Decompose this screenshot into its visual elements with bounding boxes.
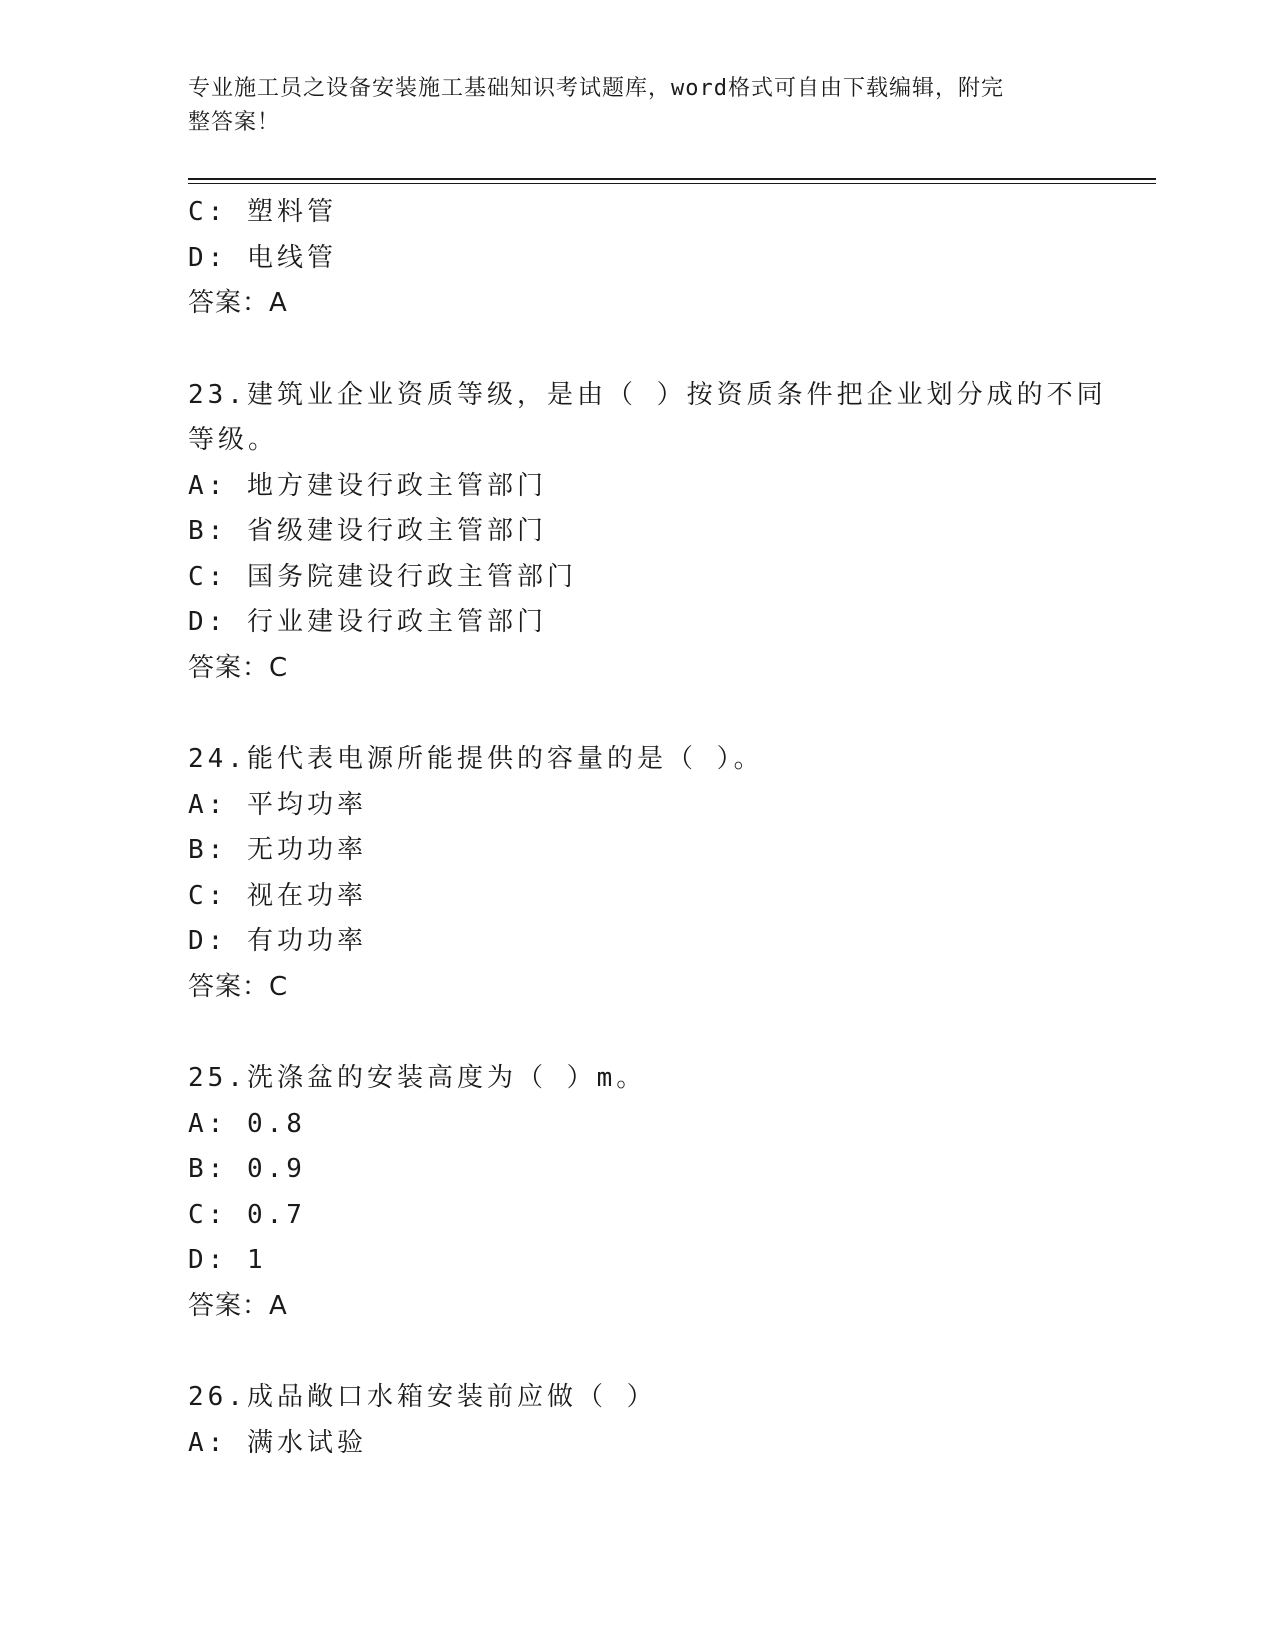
option-c: C: 国务院建设行政主管部门 <box>188 561 577 592</box>
question-list <box>188 190 1107 1466</box>
header-divider-thin <box>188 183 1156 184</box>
option-c: C: 塑料管 <box>188 197 337 227</box>
question-26 <box>188 1375 1088 1466</box>
option-d: D: 1 <box>188 1245 267 1275</box>
option-c: C: 0.7 <box>188 1199 306 1230</box>
option-d: D: 电线管 <box>188 242 337 273</box>
question-25 <box>188 1056 1088 1329</box>
option-a: A: 平均功率 <box>188 789 367 820</box>
page-header <box>188 72 1068 140</box>
option-b: B: 省级建设行政主管部门 <box>188 516 547 546</box>
question-24 <box>188 737 1088 1010</box>
option-b: B: 0.9 <box>188 1154 306 1184</box>
question-stem: 23.建筑业企业资质等级，是由（ ）按资质条件把企业划分成的不同 <box>188 379 1107 410</box>
question-stem: 24.能代表电源所能提供的容量的是（ ）。 <box>188 744 764 774</box>
option-a: A: 0.8 <box>188 1108 306 1139</box>
option-a: A: 满水试验 <box>188 1427 367 1458</box>
option-c: C: 视在功率 <box>188 880 367 911</box>
answer: 答案：A <box>188 1290 288 1321</box>
option-b: B: 无功功率 <box>188 835 367 865</box>
question-stem: 25.洗涤盆的安装高度为（ ）m。 <box>188 1063 647 1093</box>
question-stem-continued: 等级。 <box>188 425 279 455</box>
question-22-continuation <box>188 190 1088 327</box>
answer: 答案：A <box>188 288 288 318</box>
answer: 答案：C <box>188 971 289 1002</box>
option-d: D: 有功功率 <box>188 926 367 956</box>
option-d: D: 行业建设行政主管部门 <box>188 607 547 637</box>
header-line-2: 整答案！ <box>188 110 281 135</box>
answer: 答案：C <box>188 652 289 683</box>
header-line-1: 专业施工员之设备安装施工基础知识考试题库，word格式可自由下载编辑，附完 <box>188 76 1004 101</box>
option-a: A: 地方建设行政主管部门 <box>188 470 547 501</box>
question-23 <box>188 373 1107 692</box>
header-divider-thick <box>188 178 1156 180</box>
question-stem: 26.成品敞口水箱安装前应做（ ） <box>188 1382 657 1412</box>
